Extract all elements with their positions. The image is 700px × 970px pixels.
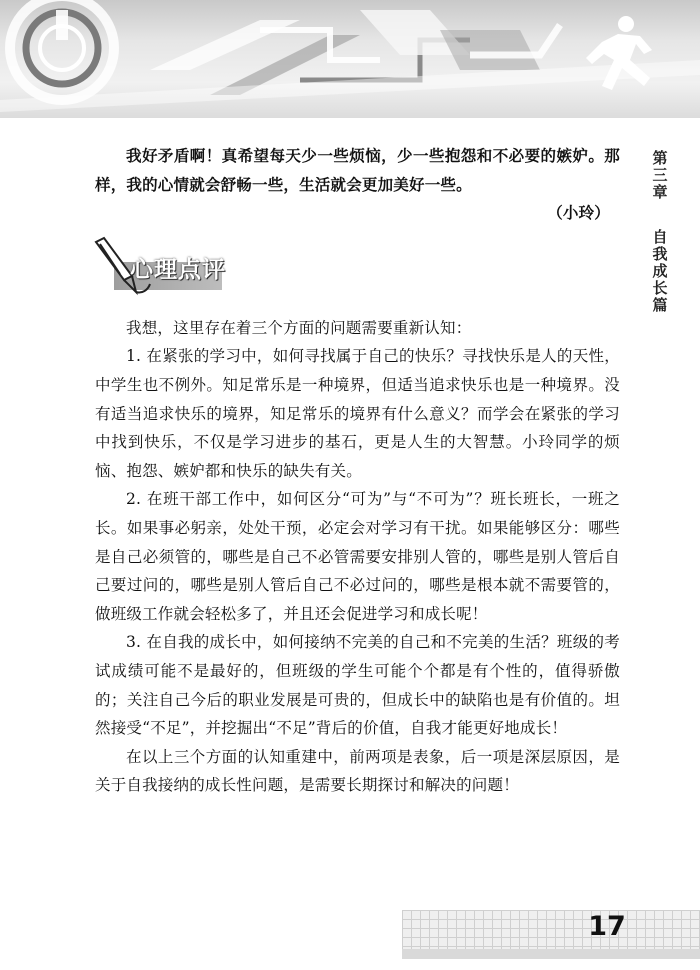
- section-heading-title: 心理点评: [130, 256, 226, 283]
- paragraph: 我想，这里存在着三个方面的问题需要重新认知：: [126, 318, 472, 337]
- main-content: [95, 142, 620, 800]
- paragraph: 1. 在紧张的学习中，如何寻找属于自己的快乐？寻找快乐是人的天性，中学生也不例外。知足常乐是一种境界，但适当追求快乐也是一种境界。没有适当追求快乐的境界，知足常乐的境界有什么意义？而学会在紧张的学习中找到快乐，不仅是学习进步的基石，更是人生的大智慧。小玲同学的烦恼、抱怨、嫉妒都和快乐的缺失有关。: [95, 347, 620, 480]
- section-heading: [90, 234, 620, 304]
- footer-rule: [402, 949, 700, 959]
- paragraph: 3. 在自我的成长中，如何接纳不完美的自己和不完美的生活？班级的考试成绩可能不是最好的，但班级的学生可能个个都是有个性的，值得骄傲的；关注自己今后的职业发展是可贵的，但成长中的缺陷也是有价值的。坦然接受“不足”，并挖掘出“不足”背后的价值，自我才能更好地成长！: [95, 633, 620, 738]
- chapter-side-label: [649, 150, 671, 314]
- page-number: 17: [588, 911, 626, 942]
- intro-quote: 我好矛盾啊！真希望每天少一些烦恼，少一些抱怨和不必要的嫉妒。那样，我的心情就会舒畅一些，生活就会更加美好一些。: [95, 146, 620, 194]
- intro-signature: （小玲）: [547, 203, 610, 223]
- paragraph: 2. 在班干部工作中，如何区分“可为”与“不可为”？班长班长，一班之长。如果事必躬亲，处处干预，必定会对学习有干扰。如果能够区分：哪些是自己必须管的，哪些是自己不必管需要安排别人管的，哪些是别人管后自己要过问的，哪些是别人管后自己不必过问的，哪些是根本就不需要管的，做班级工作就会轻松多了，并且还会促进学习和成长呢！: [95, 490, 620, 623]
- chapter-number: 第三章: [652, 149, 668, 201]
- chapter-part-title: 自我成长篇: [652, 228, 668, 314]
- footer-grid-decoration: [402, 910, 700, 950]
- header-banner: [0, 0, 700, 118]
- header-decoration: [0, 0, 700, 118]
- paragraph: 在以上三个方面的认知重建中，前两项是表象，后一项是深层原因，是关于自我接纳的成长性问题，是需要长期探讨和解决的问题！: [95, 747, 620, 795]
